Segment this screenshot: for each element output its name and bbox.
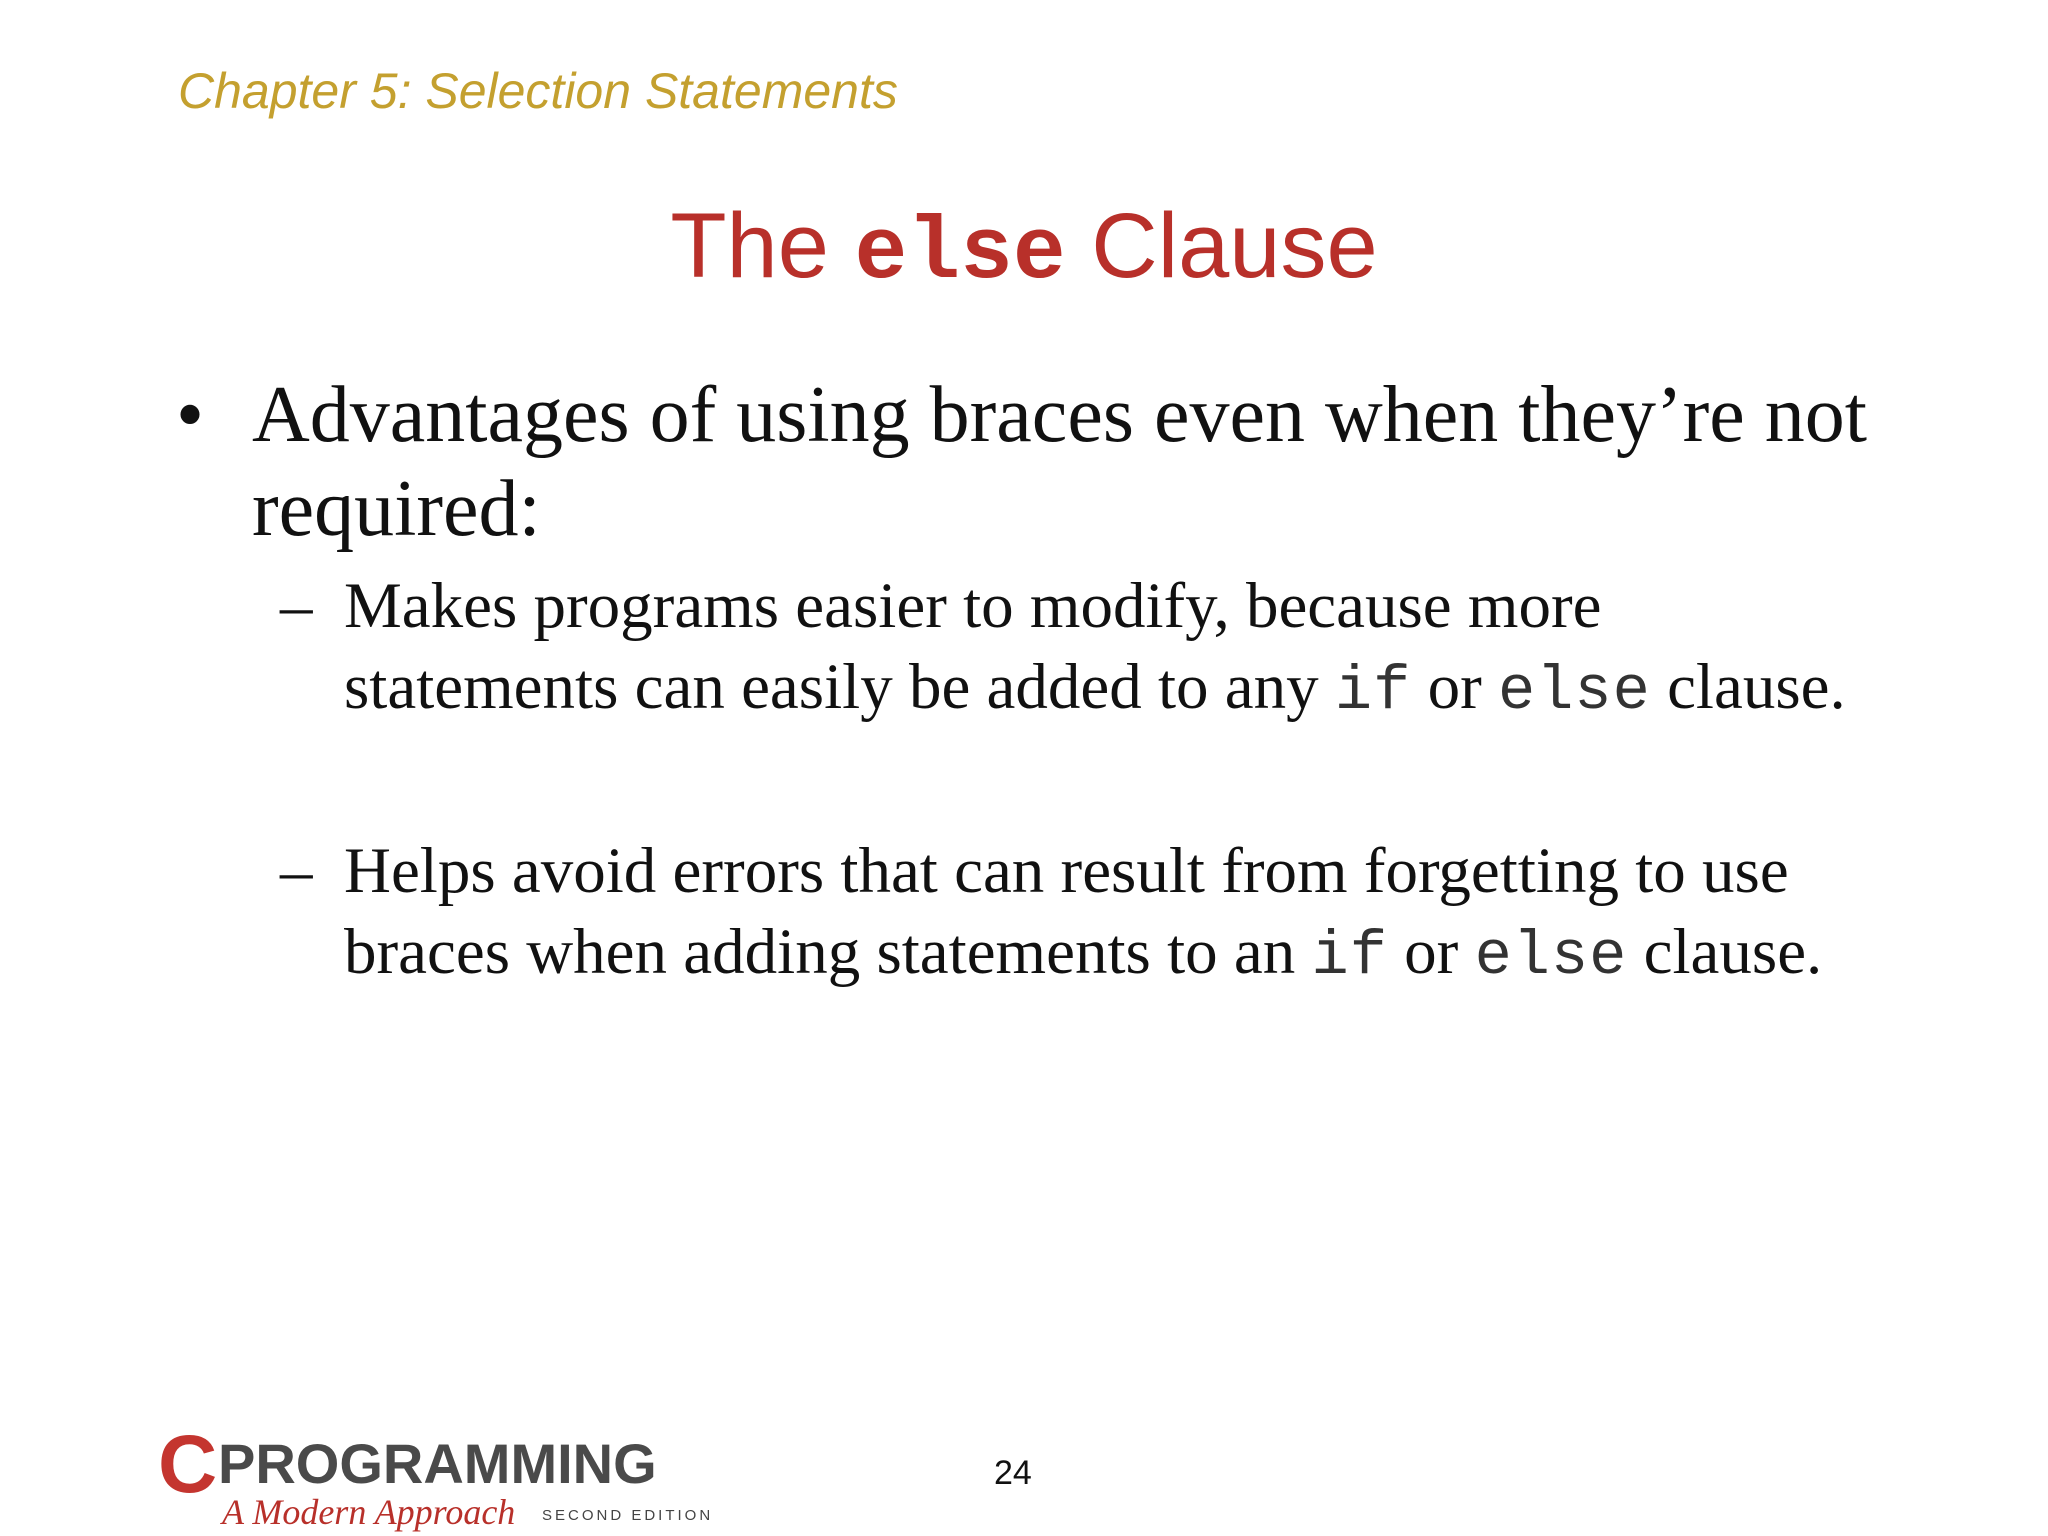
sub-point-text-before: Helps avoid errors that can result from forgetting to use braces when adding statements to an [344,835,1789,988]
logo-programming: PROGRAMMING [218,1432,657,1495]
page-number: 24 [994,1454,1032,1492]
bullet-point [176,368,1916,556]
title-text-after: Clause [1065,195,1378,297]
logo-subtitle: A Modern Approach [222,1492,516,1532]
code-else: else [1474,921,1628,992]
bullet-text: Advantages of using braces even when they’re not required: [252,371,1867,553]
code-if: if [1334,656,1412,727]
bullet-dot: • [176,371,205,459]
sub-point-text-after: clause. [1650,651,1846,723]
title-keyword: else [854,205,1066,304]
sub-point-text-mid: or [1411,651,1498,723]
title-text-before: The [670,195,855,297]
sub-point-text-mid: or [1387,916,1475,988]
sub-point-dash: – [280,835,313,907]
sub-point-dash: – [280,570,313,642]
sub-point-text-after: clause. [1627,916,1823,988]
sub-point-text-before: Makes programs easier to modify, because more statements can easily be added to any [344,570,1602,723]
code-if: if [1311,921,1388,992]
code-else: else [1497,656,1651,727]
sub-point-2 [280,831,1880,997]
logo-letter-c: C [158,1419,218,1510]
book-logo [158,1419,758,1536]
chapter-heading: Chapter 5: Selection Statements [178,63,898,119]
sub-point-1 [280,566,1880,732]
sub-point-text [344,831,1880,997]
logo-edition: SECOND EDITION [542,1507,714,1524]
sub-point-text [344,566,1880,732]
